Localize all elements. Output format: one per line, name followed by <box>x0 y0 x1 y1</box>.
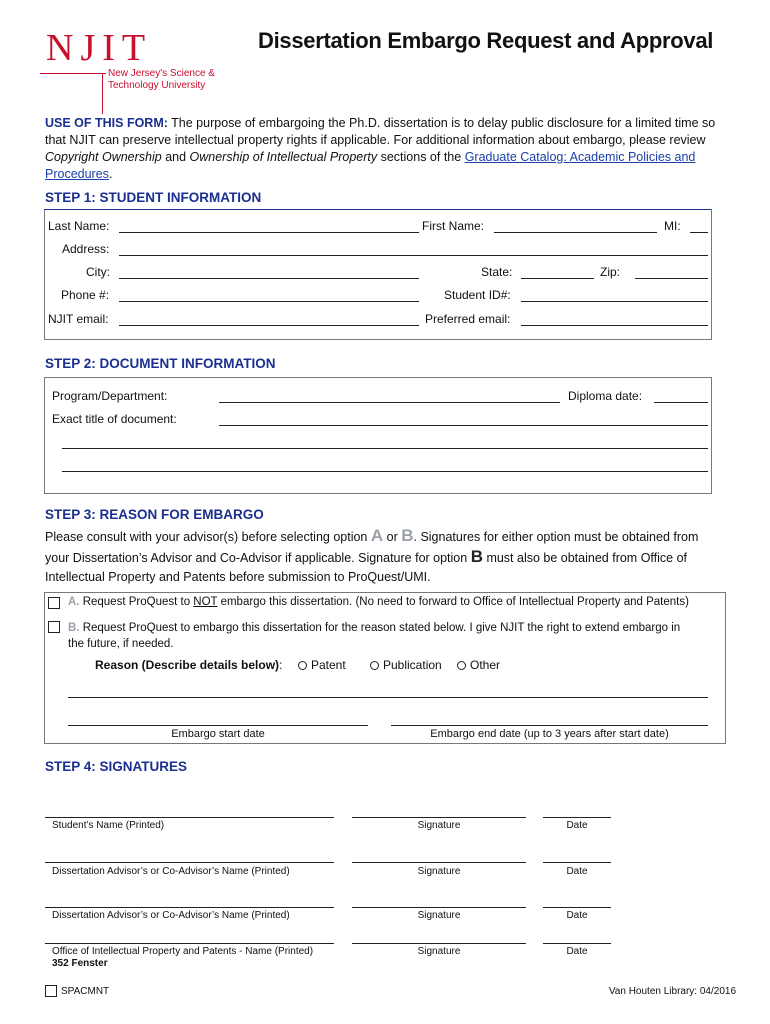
signature-row-3-sig: Signature <box>417 910 461 921</box>
option-b-marker: B <box>401 526 414 545</box>
step3-instructions <box>45 526 735 587</box>
njit-email-label: NJIT email: <box>48 312 109 326</box>
signature-row-2-sig: Signature <box>417 866 461 877</box>
student-date-line[interactable] <box>543 817 611 818</box>
address-field[interactable] <box>119 255 708 256</box>
phone-field[interactable] <box>119 301 419 302</box>
step4-heading: STEP 4: SIGNATURES <box>45 759 188 774</box>
signature-row-4-date: Date <box>566 946 588 957</box>
embargo-start-field[interactable] <box>68 725 368 726</box>
document-title-label: Exact title of document: <box>52 412 177 426</box>
option-b-marker-2: B <box>470 547 483 566</box>
step3-p1a: Please consult with your advisor(s) before selecting option <box>45 530 371 544</box>
diploma-date-label: Diploma date: <box>568 389 643 403</box>
reason-other-option[interactable] <box>457 658 500 672</box>
reason-publication-option[interactable] <box>370 658 442 672</box>
address-label: Address: <box>62 242 110 256</box>
intro-text: The purpose of embargoing the Ph.D. dissertation is to delay public disclosure for a limited time so that NJIT can preserve intellectual property rights if applicable. For additional information about embargo, please review <box>45 116 716 147</box>
logo-rule <box>40 73 106 74</box>
signature-row-3-name: Dissertation Advisor’s or Co-Advisor’s Name (Printed) <box>52 910 290 921</box>
ipp-signature-line[interactable] <box>352 943 526 944</box>
step1-heading: STEP 1: STUDENT INFORMATION <box>45 190 262 205</box>
advisor-name-line-1[interactable] <box>45 862 334 863</box>
signature-row-1-name: Student’s Name (Printed) <box>52 820 165 831</box>
intro-text-2: sections of the <box>377 150 465 164</box>
step3-p1b: . Signatures for either option must be obtained from <box>413 530 699 544</box>
logo-divider <box>102 74 103 114</box>
reason-details-field[interactable] <box>68 697 708 698</box>
step2-heading: STEP 2: DOCUMENT INFORMATION <box>45 356 276 371</box>
option-b-checkbox[interactable] <box>48 621 60 633</box>
first-name-field[interactable] <box>494 232 657 233</box>
zip-field[interactable] <box>635 278 708 279</box>
step3-p3: Intellectual Property and Patents before submission to ProQuest/UMI. <box>45 570 431 584</box>
advisor-date-line-2[interactable] <box>543 907 611 908</box>
option-b-label: B. <box>68 622 80 634</box>
option-a-marker: A <box>370 526 384 545</box>
advisor-signature-line-2[interactable] <box>352 907 526 908</box>
embargo-start-label: Embargo start date <box>171 728 265 740</box>
signature-row-4-sig: Signature <box>417 946 461 957</box>
program-label: Program/Department: <box>52 389 168 403</box>
advisor-date-line-1[interactable] <box>543 862 611 863</box>
publication-radio-icon[interactable] <box>370 661 379 670</box>
page-title: Dissertation Embargo Request and Approval <box>258 28 714 53</box>
student-signature-line[interactable] <box>352 817 526 818</box>
state-field[interactable] <box>521 278 594 279</box>
diploma-date-field[interactable] <box>654 402 708 403</box>
city-field[interactable] <box>119 278 419 279</box>
signature-row-2-name: Dissertation Advisor’s or Co-Advisor’s Name (Printed) <box>52 866 290 877</box>
option-a-text <box>68 596 689 608</box>
last-name-label: Last Name: <box>48 219 110 233</box>
library-footer: Van Houten Library: 04/2016 <box>608 986 736 997</box>
step1-rule <box>44 209 711 210</box>
logo-wordmark: NJIT <box>46 27 153 69</box>
phone-label: Phone #: <box>61 288 110 302</box>
reason-patent-option[interactable] <box>298 658 346 672</box>
intro-and: and <box>161 150 190 164</box>
preferred-email-field[interactable] <box>521 325 708 326</box>
spacmnt-checkbox[interactable] <box>45 985 57 997</box>
njit-logo <box>40 28 240 98</box>
publication-label: Publication <box>383 658 442 672</box>
zip-label: Zip: <box>600 265 621 279</box>
ipp-date-line[interactable] <box>543 943 611 944</box>
option-b-text-1: Request ProQuest to embargo this dissertation for the reason stated below. I give NJIT the right to extend embargo in <box>79 622 681 634</box>
student-id-field[interactable] <box>521 301 708 302</box>
njit-email-field[interactable] <box>119 325 419 326</box>
signature-row-4-name: Office of Intellectual Property and Patents - Name (Printed) <box>52 946 314 957</box>
document-title-field-2[interactable] <box>62 448 708 449</box>
intro-em-copyright: Copyright Ownership <box>45 150 162 164</box>
option-a-not: NOT <box>193 596 218 608</box>
document-title-field-1[interactable] <box>219 425 708 426</box>
other-label: Other <box>470 658 501 672</box>
advisor-name-line-2[interactable] <box>45 907 334 908</box>
advisor-signature-line-1[interactable] <box>352 862 526 863</box>
mi-field[interactable] <box>690 232 708 233</box>
student-id-label: Student ID#: <box>444 288 511 302</box>
step3-heading: STEP 3: REASON FOR EMBARGO <box>45 507 264 522</box>
option-a-label: A. <box>68 596 80 608</box>
graduate-catalog-link[interactable]: Graduate Catalog: Academic Policies and Procedures <box>45 150 696 181</box>
logo-subtitle: New Jersey's Science & Technology University <box>108 68 215 91</box>
program-field[interactable] <box>219 402 560 403</box>
reason-colon: : <box>279 658 283 672</box>
mi-label: MI: <box>664 219 681 233</box>
reason-label: Reason (Describe details below) <box>95 658 280 672</box>
signature-row-3-date: Date <box>566 910 588 921</box>
option-a-checkbox[interactable] <box>48 597 60 609</box>
option-b-text-2: the future, if needed. <box>68 638 174 650</box>
signature-row-2-date: Date <box>566 866 588 877</box>
option-a-text-2: embargo this dissertation. (No need to forward to Office of Intellectual Property and Patents) <box>217 596 689 608</box>
step3-p2a: your Dissertation’s Advisor and Co-Advisor if applicable. Signature for option <box>45 551 471 565</box>
reason-row <box>95 658 282 672</box>
spacmnt-label: SPACMNT <box>61 986 110 997</box>
intro-paragraph <box>45 115 725 183</box>
embargo-end-field[interactable] <box>391 725 708 726</box>
fenster-room: 352 Fenster <box>52 958 108 969</box>
intro-end: . <box>108 167 113 181</box>
patent-label: Patent <box>311 658 346 672</box>
intro-em-ip: Ownership of Intellectual Property <box>189 150 378 164</box>
first-name-label: First Name: <box>422 219 485 233</box>
preferred-email-label: Preferred email: <box>425 312 511 326</box>
state-label: State: <box>481 265 513 279</box>
option-b-text <box>68 620 718 652</box>
signature-row-1-date: Date <box>566 820 588 831</box>
ipp-name-line[interactable] <box>45 943 334 944</box>
step3-p1or: or <box>383 530 402 544</box>
city-label: City: <box>86 265 110 279</box>
last-name-field[interactable] <box>119 232 419 233</box>
option-a-text-1: Request ProQuest to <box>79 596 194 608</box>
student-name-line[interactable] <box>45 817 334 818</box>
embargo-end-label: Embargo end date (up to 3 years after start date) <box>430 728 669 740</box>
intro-lead: USE OF THIS FORM: <box>45 116 168 130</box>
patent-radio-icon[interactable] <box>298 661 307 670</box>
signature-row-1-sig: Signature <box>417 820 461 831</box>
step3-p2b: must also be obtained from Office of <box>482 551 688 565</box>
document-title-field-3[interactable] <box>62 471 708 472</box>
other-radio-icon[interactable] <box>457 661 466 670</box>
